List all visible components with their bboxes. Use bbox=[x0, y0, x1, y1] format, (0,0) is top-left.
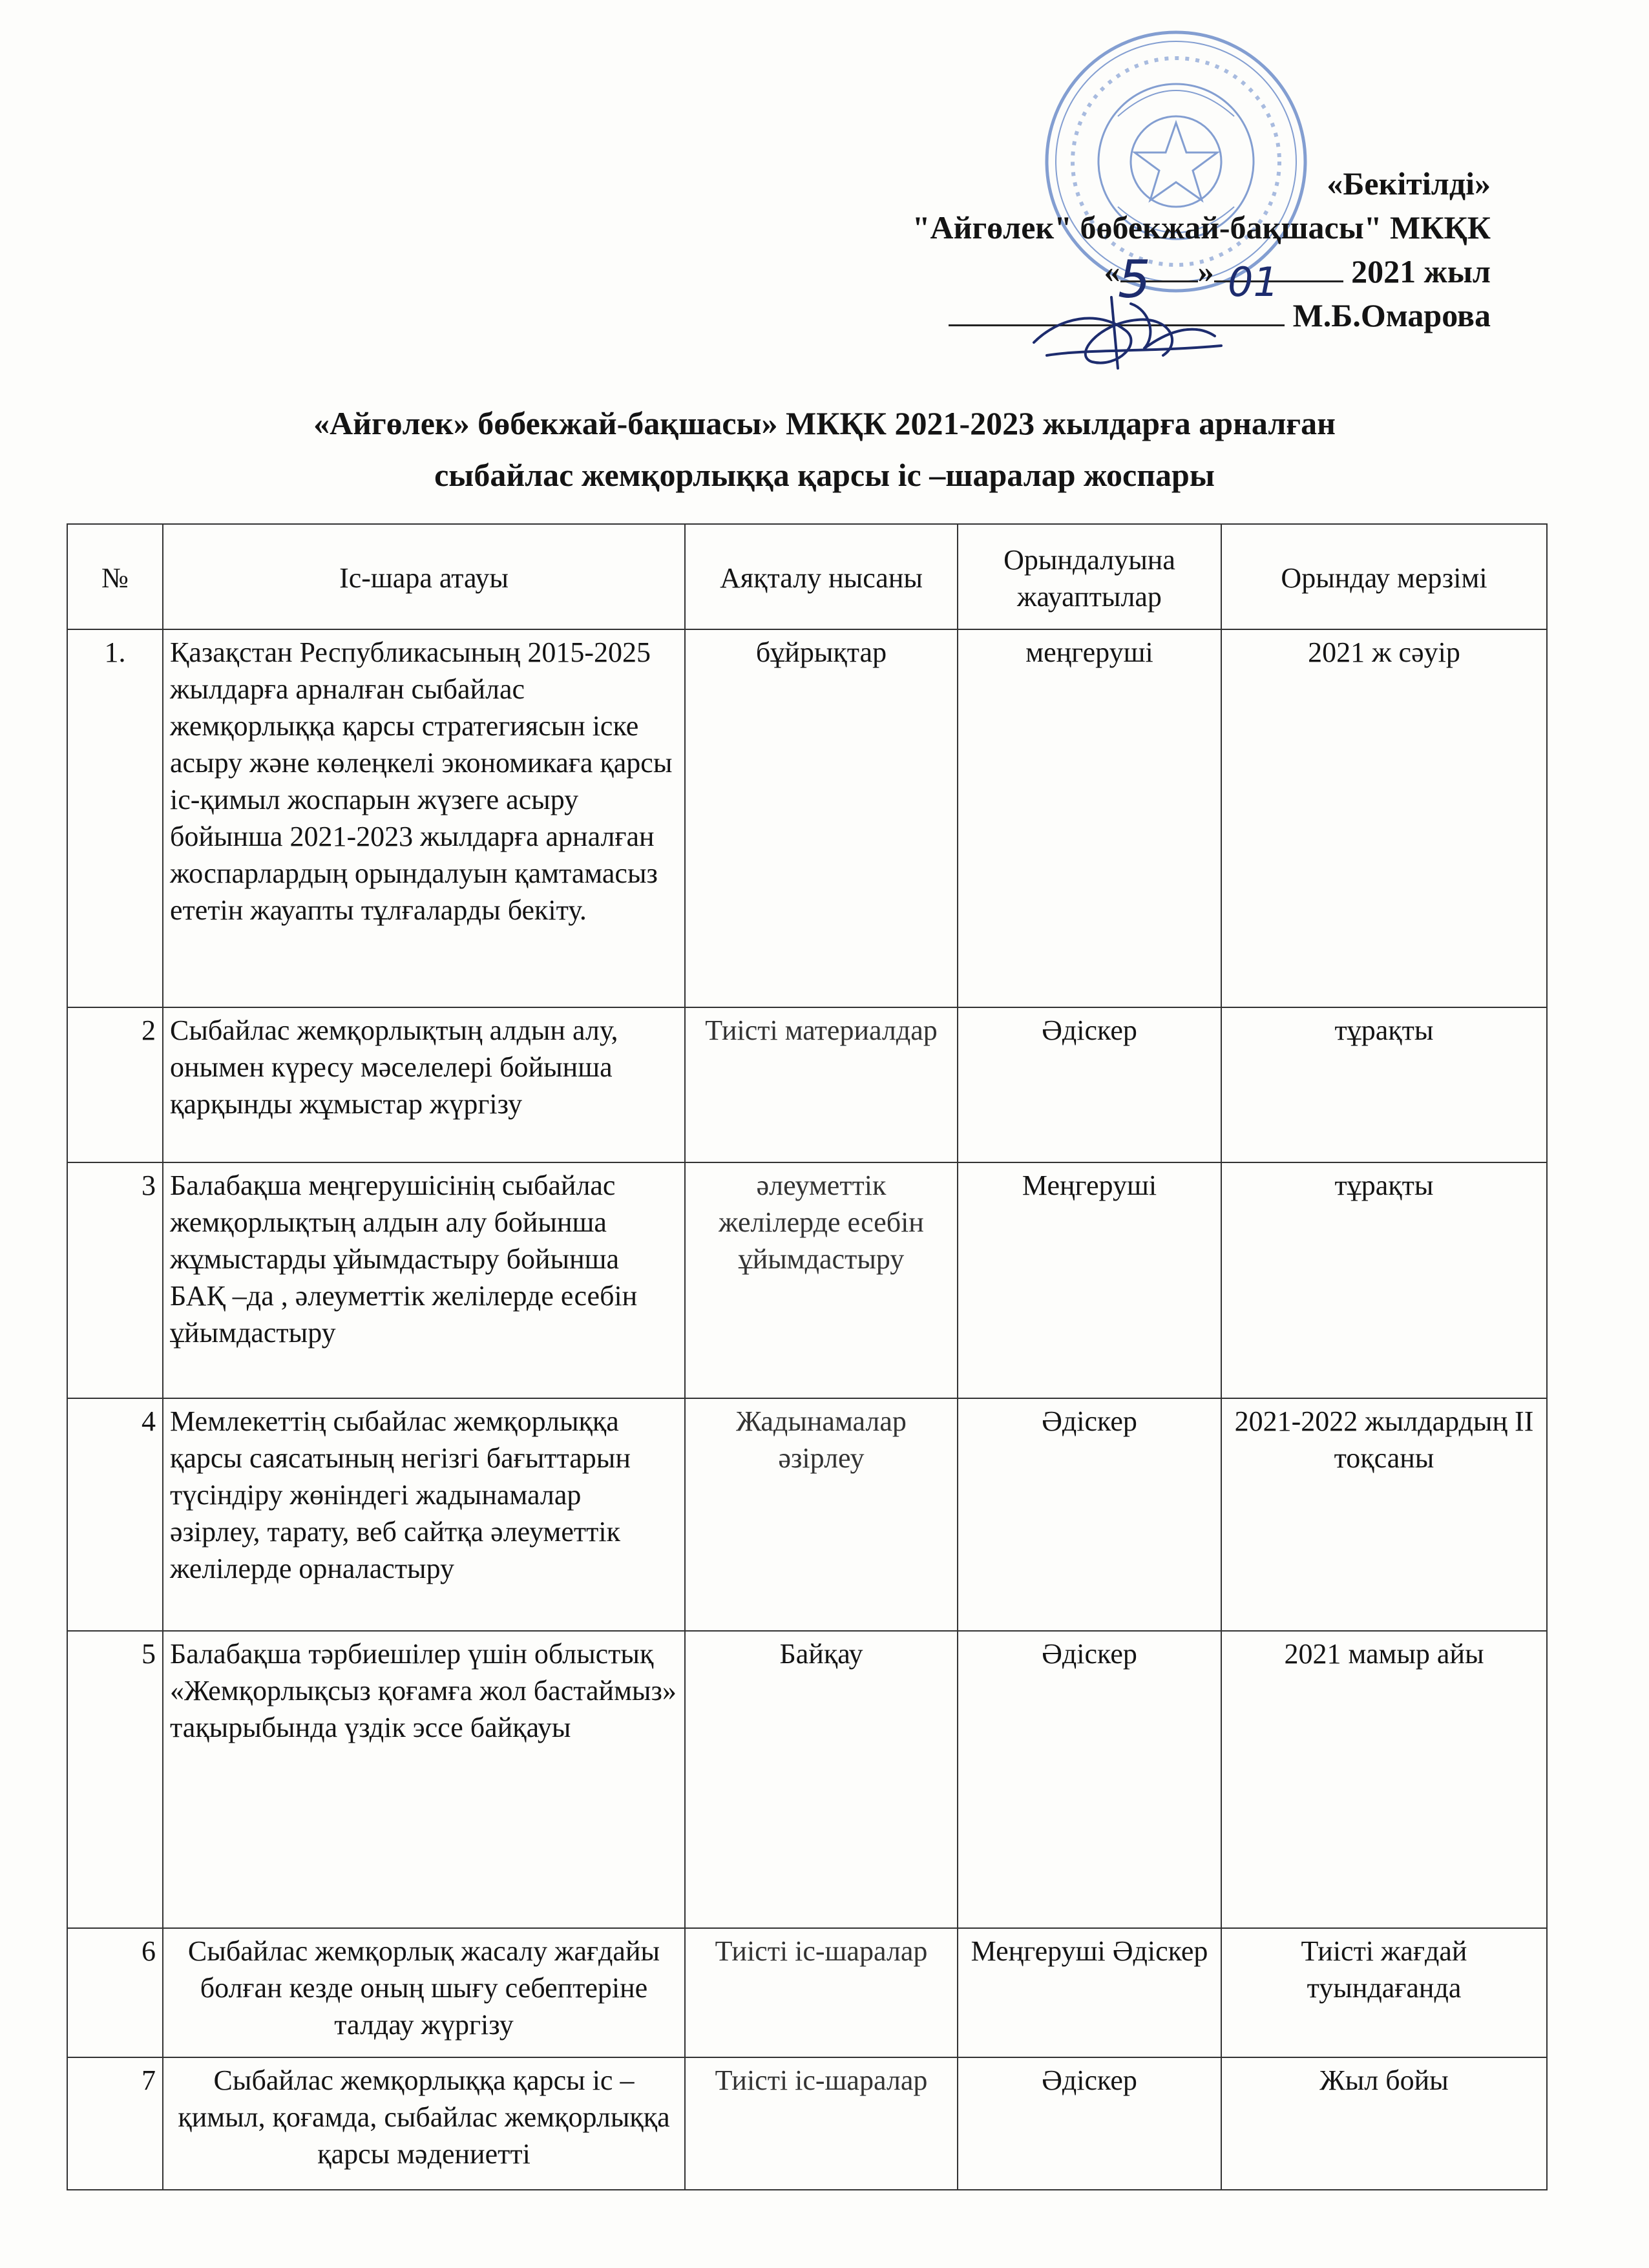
row-deadline: Тиісті жағдай туындағанда bbox=[1221, 1928, 1547, 2057]
header-completion-form: Аяқталу нысаны bbox=[685, 524, 958, 629]
row-responsible: Әдіскер bbox=[958, 2057, 1221, 2190]
row-completion-form: әлеуметтік желілерде есебін ұйымдастыру bbox=[685, 1162, 958, 1398]
row-number: 2 bbox=[67, 1007, 163, 1162]
date-close-quote: » bbox=[1197, 253, 1214, 289]
row-deadline: 2021 мамыр айы bbox=[1221, 1631, 1547, 1928]
row-activity-name: Сыбайлас жемқорлыққа қарсы іс –қимыл, қоғамда, сыбайлас жемқорлыққа қарсы мәдениетті bbox=[163, 2057, 685, 2190]
table-row bbox=[67, 1631, 1547, 1928]
row-deadline: тұрақты bbox=[1221, 1162, 1547, 1398]
row-activity-name: Мемлекеттің сыбайлас жемқорлыққа қарсы саясатының негізгі бағыттарын түсіндіру жөніндегі жадынамалар әзірлеу, тарату, веб сайтқа әлеуметтік желілерде орналастыру bbox=[163, 1398, 685, 1631]
row-responsible: Әдіскер bbox=[958, 1631, 1221, 1928]
table-row bbox=[67, 1162, 1547, 1398]
approval-signature-line bbox=[521, 293, 1491, 337]
row-completion-form: Тиісті материалдар bbox=[685, 1007, 958, 1162]
date-open-quote: « bbox=[1104, 253, 1120, 289]
row-activity-name: Сыбайлас жемқорлық жасалу жағдайы болған кезде оның шығу себептеріне талдау жүргізу bbox=[163, 1928, 685, 2057]
row-activity-name: Балабақша меңгерушісінің сыбайлас жемқорлықтың алдын алу бойынша жұмыстарды ұйымдастыру бойынша БАҚ –да , әлеуметтік желілерде есебін ұйымдастыру bbox=[163, 1162, 685, 1398]
header-responsible: Орындалуына жауаптылар bbox=[958, 524, 1221, 629]
date-year: 2021 жыл bbox=[1351, 253, 1491, 289]
table-header-row bbox=[67, 524, 1547, 629]
row-number: 4 bbox=[67, 1398, 163, 1631]
row-responsible: меңгеруші bbox=[958, 629, 1221, 1007]
table-row bbox=[67, 1398, 1547, 1631]
handwritten-month: 01 bbox=[1228, 258, 1279, 306]
row-number: 3 bbox=[67, 1162, 163, 1398]
row-number: 5 bbox=[67, 1631, 163, 1928]
handwritten-signature bbox=[1021, 258, 1234, 388]
row-responsible: Әдіскер bbox=[958, 1398, 1221, 1631]
handwritten-day: 5 bbox=[1118, 249, 1151, 310]
plan-table bbox=[67, 523, 1548, 2190]
row-responsible: Әдіскер bbox=[958, 1007, 1221, 1162]
approval-block bbox=[521, 162, 1491, 337]
approval-date bbox=[521, 249, 1491, 293]
row-activity-name: Балабақша тәрбиешілер үшін облыстық «Жемқорлықсыз қоғамға жол бастаймыз» тақырыбында үздік эссе байқауы bbox=[163, 1631, 685, 1928]
row-responsible: Меңгеруші bbox=[958, 1162, 1221, 1398]
row-completion-form: Байқау bbox=[685, 1631, 958, 1928]
row-deadline: 2021-2022 жылдардың ІІ тоқсаны bbox=[1221, 1398, 1547, 1631]
table-row bbox=[67, 1007, 1547, 1162]
document-title-line-2: сыбайлас жемқорлыққа қарсы іс –шаралар жоспары bbox=[434, 457, 1215, 493]
row-number: 1. bbox=[67, 629, 163, 1007]
row-completion-form: Тиісті іс-шаралар bbox=[685, 2057, 958, 2190]
row-deadline: Жыл бойы bbox=[1221, 2057, 1547, 2190]
row-activity-name: Қазақстан Республикасының 2015-2025 жылдарға арналған сыбайлас жемқорлыққа қарсы стратегиясын іске асыру және көлеңкелі экономикаға қарсы іс-қимыл жоспарын жүзеге асыру бойынша 2021-2023 жылдарға арналған жоспарлардың орындалуын қамтамасыз ететін жауапты тұлғаларды бекіту. bbox=[163, 629, 685, 1007]
row-responsible: Меңгеруші Әдіскер bbox=[958, 1928, 1221, 2057]
row-deadline: тұрақты bbox=[1221, 1007, 1547, 1162]
row-deadline: 2021 ж сәуір bbox=[1221, 629, 1547, 1007]
row-completion-form: Жадынамалар әзірлеу bbox=[685, 1398, 958, 1631]
table-row bbox=[67, 2057, 1547, 2190]
approval-signatory: М.Б.Омарова bbox=[1292, 297, 1491, 333]
header-activity-name: Іс-шара атауы bbox=[163, 524, 685, 629]
table-row bbox=[67, 1928, 1547, 2057]
header-number: № bbox=[67, 524, 163, 629]
row-number: 6 bbox=[67, 1928, 163, 2057]
approval-organization: "Айгөлек" бөбекжай-бақшасы" МКҚК bbox=[912, 209, 1491, 246]
row-number: 7 bbox=[67, 2057, 163, 2190]
row-activity-name: Сыбайлас жемқорлықтың алдын алу, онымен күресу мәселелері бойынша қарқынды жұмыстар жүргізу bbox=[163, 1007, 685, 1162]
approval-title: «Бекітілді» bbox=[1327, 165, 1491, 202]
document-title-line-1: «Айгөлек» бөбекжай-бақшасы» МКҚК 2021-2023 жылдарға арналған bbox=[313, 405, 1336, 441]
row-completion-form: Тиісті іс-шаралар bbox=[685, 1928, 958, 2057]
document-title bbox=[0, 397, 1649, 501]
row-completion-form: бұйрықтар bbox=[685, 629, 958, 1007]
header-deadline: Орындау мерзімі bbox=[1221, 524, 1547, 629]
table-row bbox=[67, 629, 1547, 1007]
